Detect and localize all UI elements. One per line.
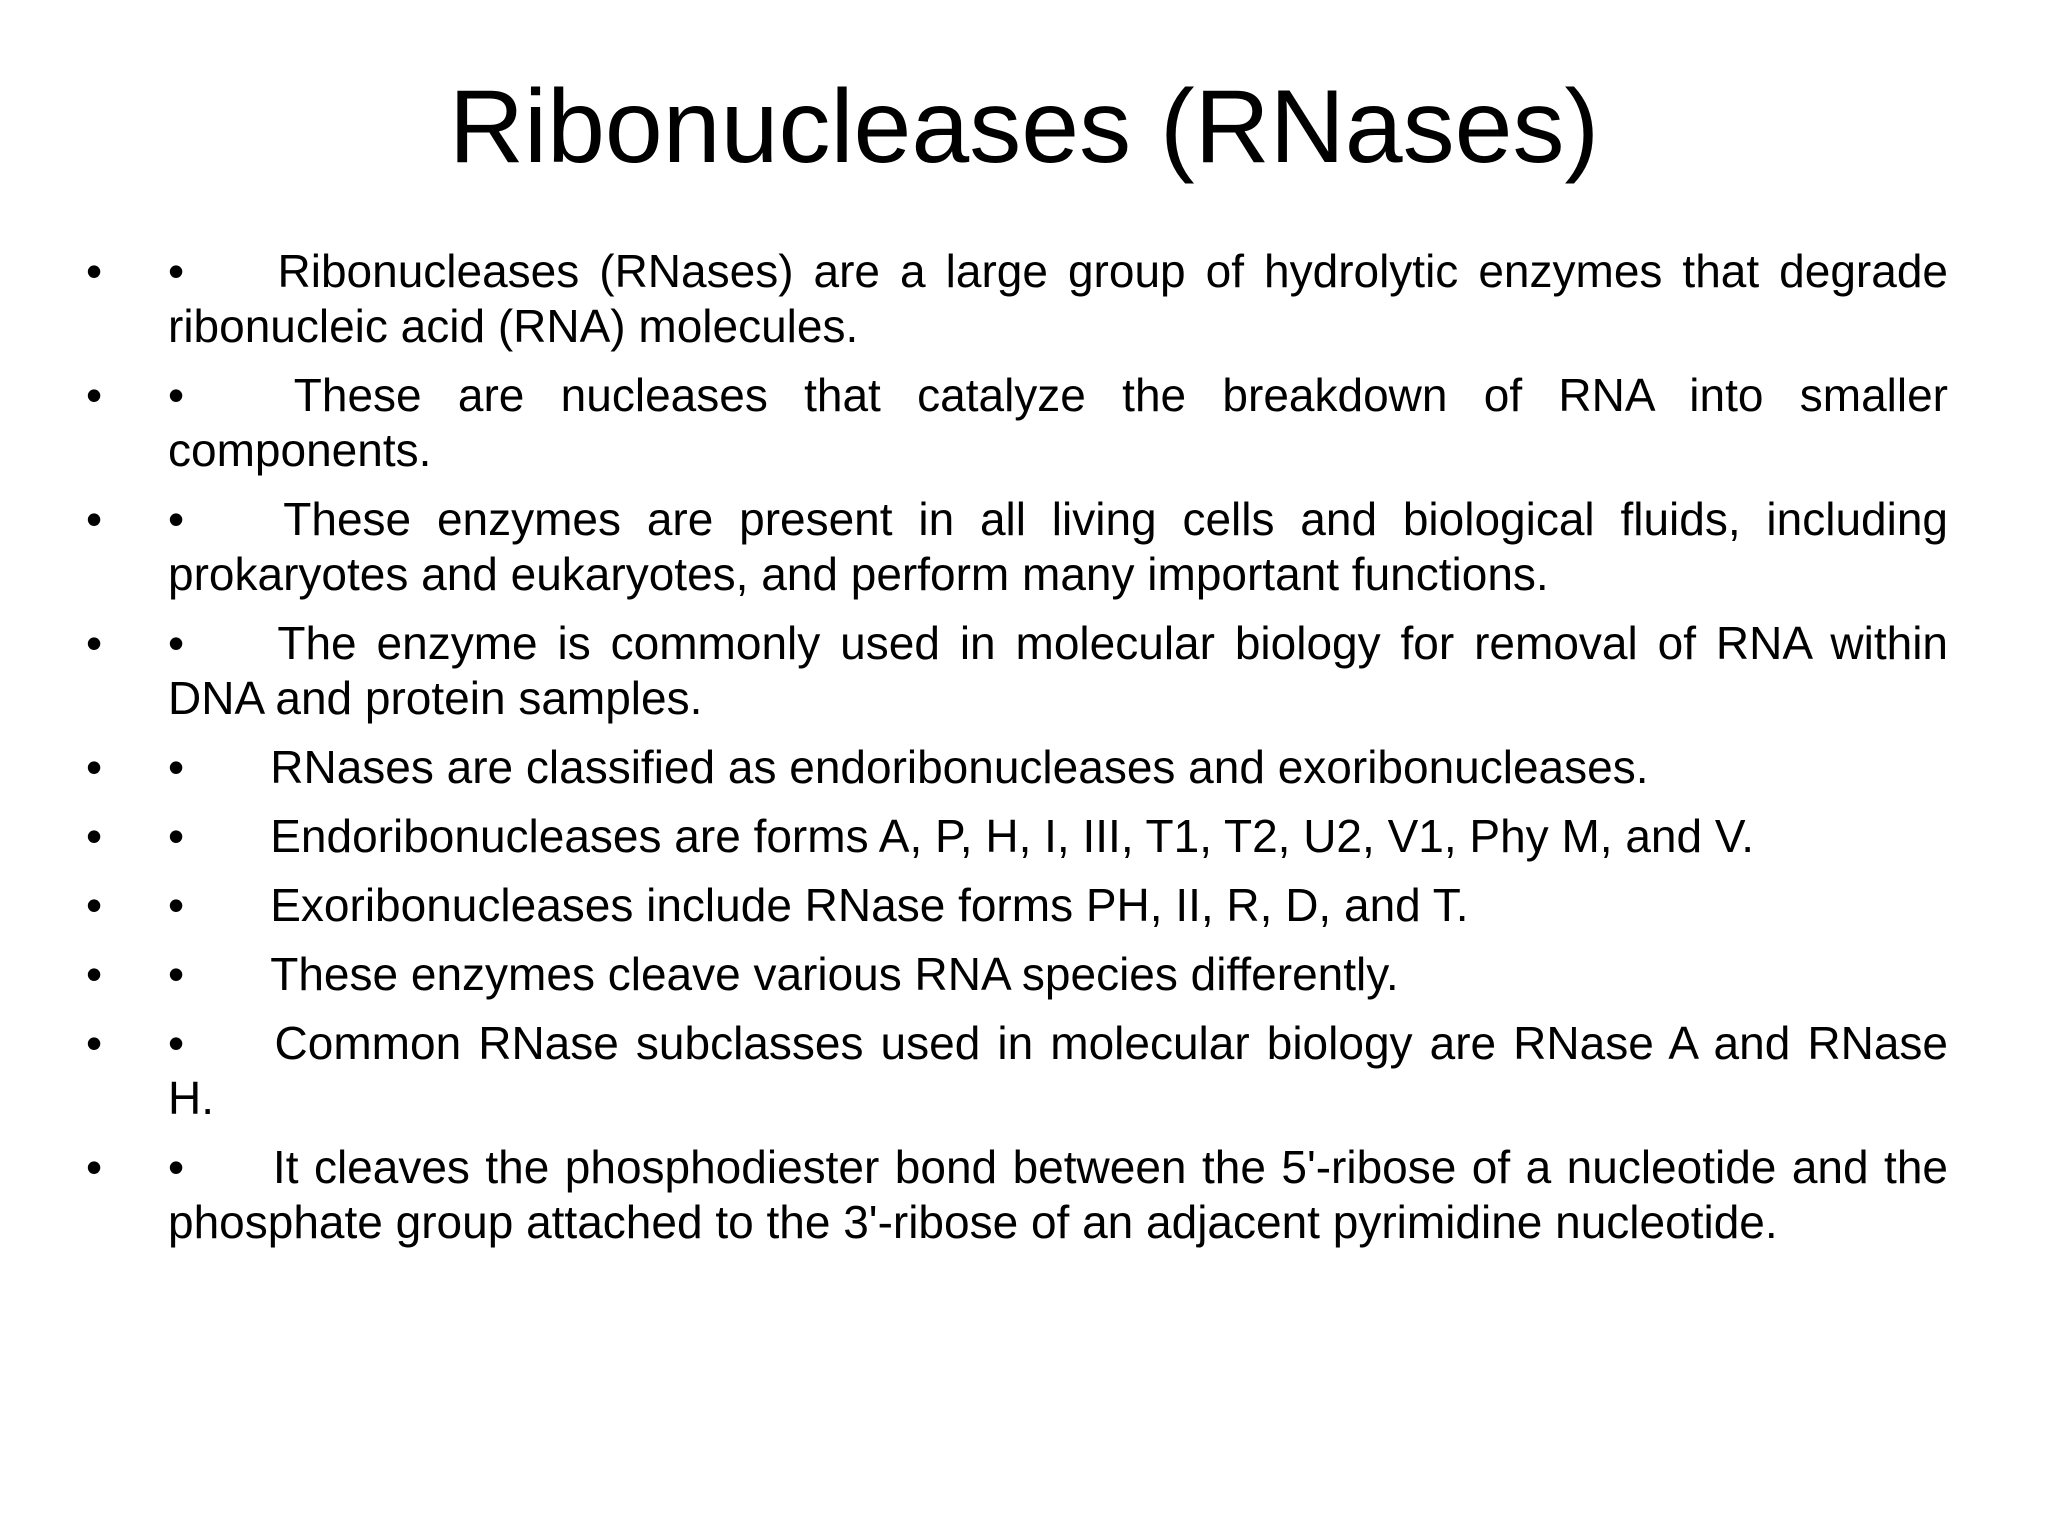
bullet-item-5 xyxy=(86,740,1948,795)
bullet-item-10 xyxy=(86,1140,1961,1250)
bullet-text: • Exoribonucleases include RNase forms PH, II, R, D, and T. xyxy=(168,879,1469,931)
bullet-item-7 xyxy=(86,878,1948,933)
bullet-text: • The enzyme is commonly used in molecular biology for removal of RNA within DNA and protein samples. xyxy=(168,617,1961,724)
bullet-item-2 xyxy=(86,368,1961,478)
bullet-marker: • xyxy=(86,245,103,297)
bullet-text: • Common RNase subclasses used in molecular biology are RNase A and RNase H. xyxy=(168,1017,1961,1124)
bullet-marker: • xyxy=(86,741,103,793)
bullet-marker: • xyxy=(86,1141,103,1193)
bullet-item-1 xyxy=(86,244,1961,354)
bullet-marker: • xyxy=(86,1017,103,1069)
bullet-item-9 xyxy=(86,1016,1961,1126)
bullet-text: • It cleaves the phosphodiester bond between the 5'-ribose of a nucleotide and the phosphate group attached to the 3'-ribose of an adjacent pyrimidine nucleotide. xyxy=(168,1141,1961,1248)
bullet-list xyxy=(86,244,1961,1264)
bullet-text: • These are nucleases that catalyze the breakdown of RNA into smaller components. xyxy=(168,369,1961,476)
bullet-text: • Ribonucleases (RNases) are a large group of hydrolytic enzymes that degrade ribonucleic acid (RNA) molecules. xyxy=(168,245,1961,352)
bullet-marker: • xyxy=(86,369,103,421)
bullet-item-3 xyxy=(86,492,1961,602)
bullet-marker: • xyxy=(86,617,103,669)
bullet-marker: • xyxy=(86,810,103,862)
slide-title: Ribonucleases (RNases) xyxy=(448,69,1600,185)
bullet-text: • RNases are classified as endoribonucleases and exoribonucleases. xyxy=(168,741,1649,793)
bullet-text: • Endoribonucleases are forms A, P, H, I, III, T1, T2, U2, V1, Phy M, and V. xyxy=(168,810,1755,862)
bullet-marker: • xyxy=(86,948,103,1000)
bullet-item-4 xyxy=(86,616,1961,726)
bullet-marker: • xyxy=(86,879,103,931)
bullet-item-8 xyxy=(86,947,1948,1002)
bullet-marker: • xyxy=(86,493,103,545)
bullet-text: • These enzymes cleave various RNA species differently. xyxy=(168,948,1399,1000)
bullet-item-6 xyxy=(86,809,1948,864)
bullet-text: • These enzymes are present in all living cells and biological fluids, including prokaryotes and eukaryotes, and perform many important functions. xyxy=(168,493,1961,600)
